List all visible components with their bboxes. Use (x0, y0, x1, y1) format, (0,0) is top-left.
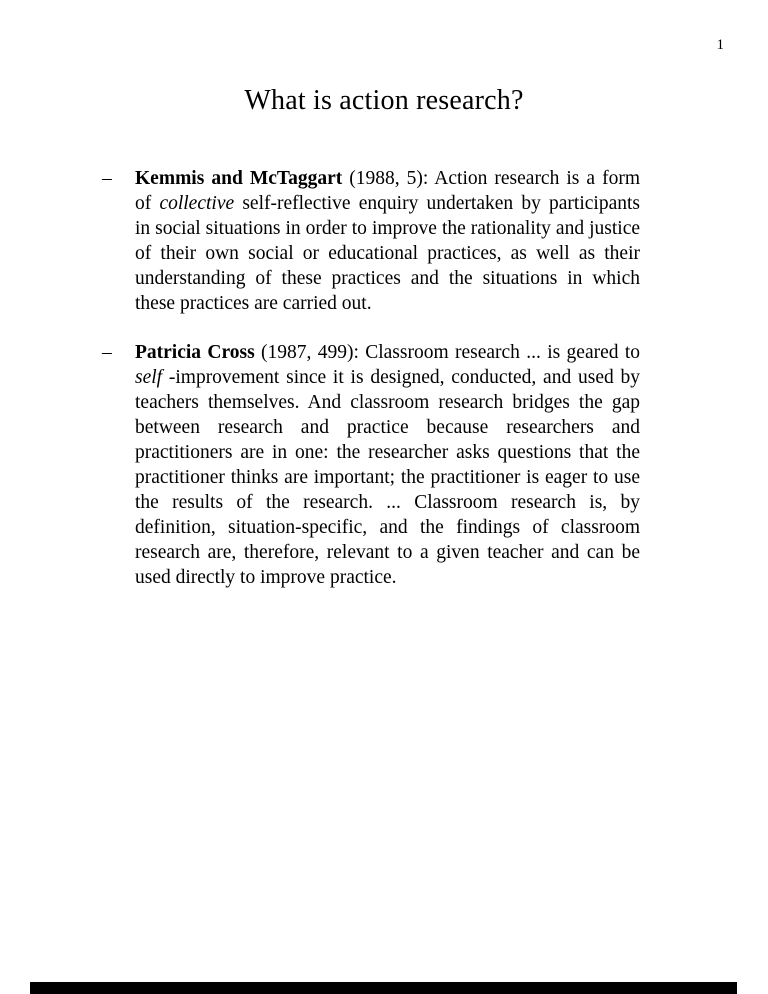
bullet-marker: – (102, 168, 112, 189)
text-segment-bold: Kemmis and McTaggart (135, 168, 343, 189)
text-segment-normal: (1987, 499): Classroom research ... is geared to (254, 342, 640, 363)
bullet-item (102, 166, 640, 316)
text-segment-italic: collective (159, 193, 235, 214)
bottom-bar (30, 982, 737, 994)
bullet-paragraph (135, 340, 640, 590)
bullet-paragraph (135, 166, 640, 316)
text-segment-normal: (1988, 5): Action research is a form of (135, 168, 640, 214)
bullet-item (102, 340, 640, 590)
page-title: What is action research? (244, 85, 524, 116)
bullet-list (102, 166, 640, 614)
text-segment-bold: Patricia Cross (135, 342, 255, 363)
text-segment-normal: -improvement since it is designed, conducted, and used by teachers themselves. And classroom research bridges the gap between research and practice because researchers and practitioners are in one: the researcher asks questions that the practitioner thinks are important; the practitioner is eager to use the results of the research. ... Classroom research is, by definition, situation-specific, and the findings of classroom research are, therefore, relevant to a given teacher and can be used directly to improve practice. (135, 367, 640, 588)
text-segment-normal: self-reflective enquiry undertaken by participants in social situations in order to improve the rationality and justice of their own social or educational practices, as well as their understanding of these practices and the situations in which these practices are carried out. (135, 193, 640, 314)
text-segment-italic: self (135, 367, 163, 388)
page-number: 1 (716, 37, 724, 53)
bullet-marker: – (102, 342, 112, 363)
